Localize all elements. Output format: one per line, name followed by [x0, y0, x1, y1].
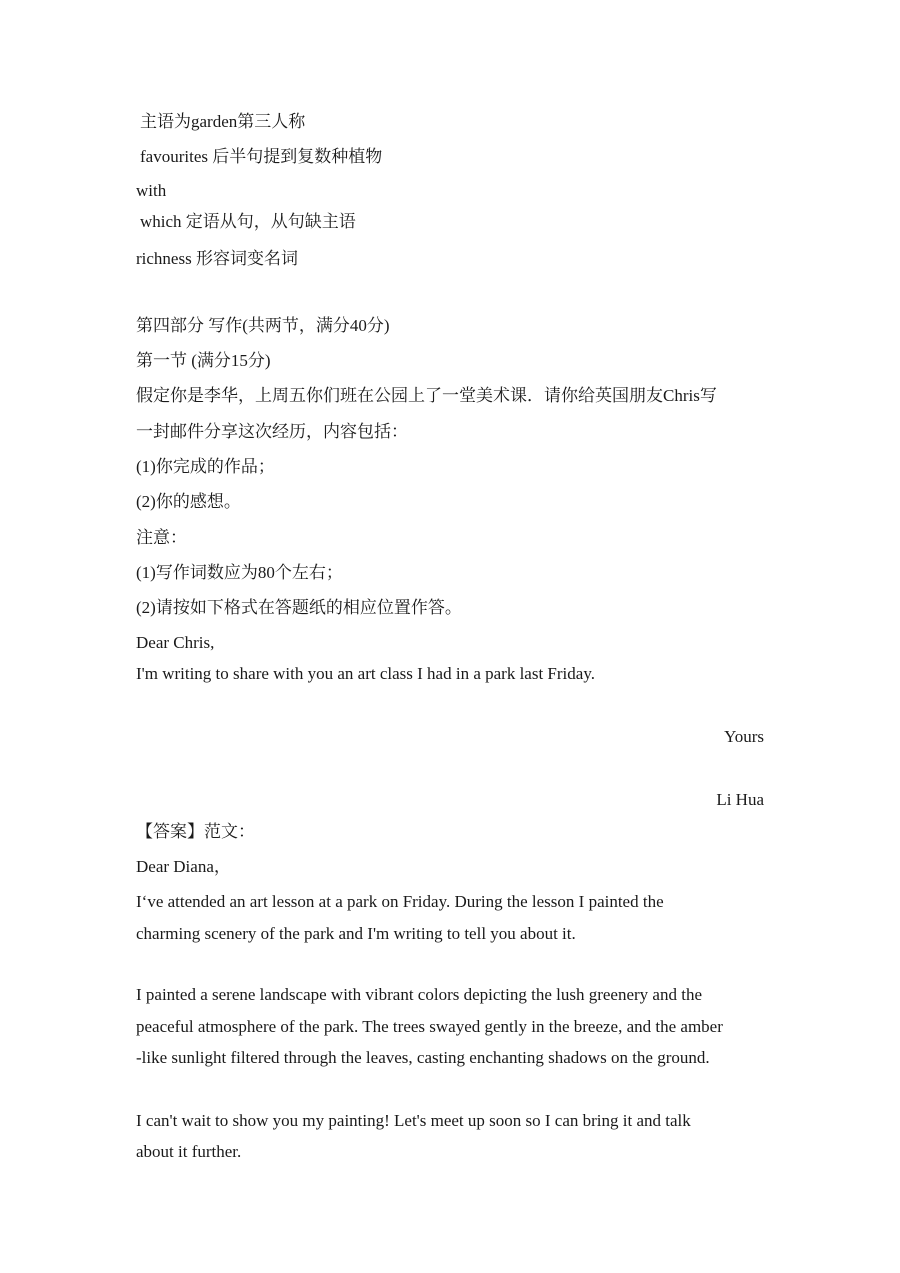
notice-item-2: (2)请按如下格式在答题纸的相应位置作答。	[136, 598, 462, 617]
answer-paragraph-2-line-3: -like sunlight filtered through the leaves, casting enchanting shadows on the ground.	[136, 1048, 710, 1067]
note-subject: 主语为garden第三人称	[140, 112, 306, 131]
letter-signature: Li Hua	[716, 790, 764, 809]
note-which: which 定语从句，从句缺主语	[140, 212, 356, 231]
note-richness: richness 形容词变名词	[136, 249, 298, 268]
prompt-item-2: (2)你的感想。	[136, 492, 241, 511]
answer-paragraph-2-line-1: I painted a serene landscape with vibrant colors depicting the lush greenery and the	[136, 985, 702, 1004]
notice-label: 注意：	[136, 528, 187, 547]
answer-paragraph-1-line-1: I‘ve attended an art lesson at a park on Friday. During the lesson I painted the	[136, 892, 664, 911]
notice-item-1: (1)写作词数应为80个左右；	[136, 563, 343, 582]
letter-closing: Yours	[724, 727, 764, 746]
answer-label: 【答案】范文：	[136, 822, 255, 841]
note-favourites: favourites 后半句提到复数种植物	[140, 147, 383, 166]
prompt-line-1: 假定你是李华，上周五你们班在公园上了一堂美术课．请你给英国朋友Chris写	[136, 386, 717, 405]
answer-greeting: Dear Diana，	[136, 857, 231, 876]
section-heading: 第一节 (满分15分)	[136, 351, 271, 370]
part-heading: 第四部分 写作(共两节，满分40分)	[136, 316, 390, 335]
answer-paragraph-2-line-2: peaceful atmosphere of the park. The trees swayed gently in the breeze, and the amber	[136, 1017, 723, 1036]
answer-paragraph-1-line-2: charming scenery of the park and I'm writing to tell you about it.	[136, 924, 576, 943]
letter-greeting: Dear Chris,	[136, 633, 215, 652]
prompt-line-2: 一封邮件分享这次经历，内容包括：	[136, 422, 408, 441]
answer-paragraph-3-line-1: I can't wait to show you my painting! Let's meet up soon so I can bring it and talk	[136, 1111, 691, 1130]
note-with: with	[136, 181, 167, 200]
prompt-item-1: (1)你完成的作品；	[136, 457, 275, 476]
answer-paragraph-3-line-2: about it further.	[136, 1142, 242, 1161]
letter-opening: I'm writing to share with you an art class I had in a park last Friday.	[136, 664, 595, 683]
